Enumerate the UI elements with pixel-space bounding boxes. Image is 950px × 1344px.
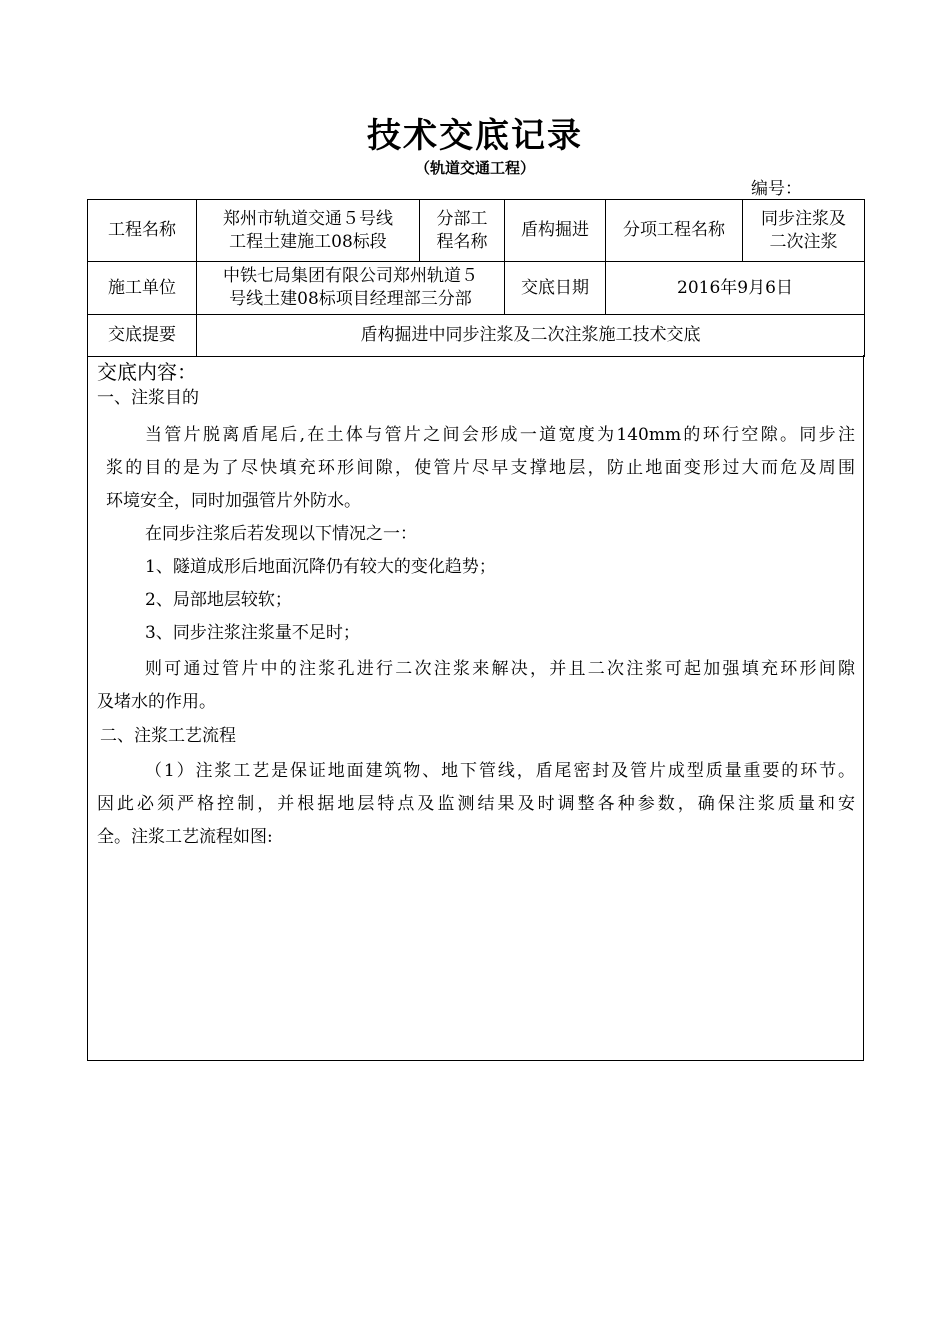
sub-project-label xyxy=(420,200,505,262)
page-title: 技术交底记录 xyxy=(367,116,583,156)
paragraph-1-line-1: 当管片脱离盾尾后,在土体与管片之间会形成一道宽度为140mm的环行空隙。同步注 xyxy=(145,425,855,445)
paragraph-4-line-2: 因此必须严格控制，并根据地层特点及监测结果及时调整各种参数，确保注浆质量和安 xyxy=(97,794,855,814)
content-box xyxy=(87,355,864,1061)
paragraph-2: 在同步注浆后若发现以下情况之一： xyxy=(145,524,417,544)
project-name-line-1: 郑州市轨道交通５号线 xyxy=(223,208,393,229)
sub-project-label-line-1: 分部工 xyxy=(436,208,488,229)
paragraph-3-line-1: 则可通过管片中的注浆孔进行二次注浆来解决，并且二次注浆可起加强填充环形间隙 xyxy=(145,659,855,679)
page-subtitle: （轨道交通工程） xyxy=(414,159,535,177)
project-name-value xyxy=(197,200,420,262)
info-table xyxy=(87,199,865,357)
content-heading: 交底内容： xyxy=(97,360,197,384)
paragraph-4-line-3: 全。注浆工艺流程如图: xyxy=(97,827,273,847)
date-value: 2016年9月6日 xyxy=(606,262,865,315)
section-2-title: 二、注浆工艺流程 xyxy=(100,726,236,746)
item-name-line-2: 二次注浆 xyxy=(769,231,838,252)
project-name-label: 工程名称 xyxy=(88,200,197,262)
table-row-summary xyxy=(88,315,865,357)
list-item: 2、局部地层较软； xyxy=(145,590,292,610)
item-name-value xyxy=(743,200,865,262)
sub-project-label-line-2: 程名称 xyxy=(436,231,488,252)
item-name-line-1: 同步注浆及 xyxy=(761,208,846,229)
section-1-title: 一、注浆目的 xyxy=(97,388,199,408)
list-item: 1、隧道成形后地面沉降仍有较大的变化趋势； xyxy=(145,557,496,577)
paragraph-1-line-3: 环境安全，同时加强管片外防水。 xyxy=(106,491,361,511)
date-label: 交底日期 xyxy=(505,262,606,315)
table-row-contractor xyxy=(88,262,865,315)
summary-label: 交底提要 xyxy=(88,315,197,357)
summary-value: 盾构掘进中同步注浆及二次注浆施工技术交底 xyxy=(197,315,865,357)
item-name-label: 分项工程名称 xyxy=(606,200,743,262)
serial-number-label: 编号： xyxy=(751,179,802,199)
list-item: 3、同步注浆注浆量不足时； xyxy=(145,623,360,643)
table-row-project xyxy=(88,200,865,262)
contractor-line-1: 中铁七局集团有限公司郑州轨道５ xyxy=(223,266,478,286)
paragraph-4-line-1: （1）注浆工艺是保证地面建筑物、地下管线，盾尾密封及管片成型质量重要的环节。 xyxy=(145,761,855,781)
project-name-line-2: 工程土建施工08标段 xyxy=(229,231,387,252)
paragraph-1-line-2: 浆的目的是为了尽快填充环形间隙，使管片尽早支撑地层，防止地面变形过大而危及周围 xyxy=(106,458,855,478)
sub-project-value: 盾构掘进 xyxy=(505,200,606,262)
contractor-value xyxy=(197,262,505,315)
paragraph-3-line-2: 及堵水的作用。 xyxy=(97,692,216,712)
contractor-label: 施工单位 xyxy=(88,262,197,315)
contractor-line-2: 号线土建08标项目经理部三分部 xyxy=(229,289,472,309)
